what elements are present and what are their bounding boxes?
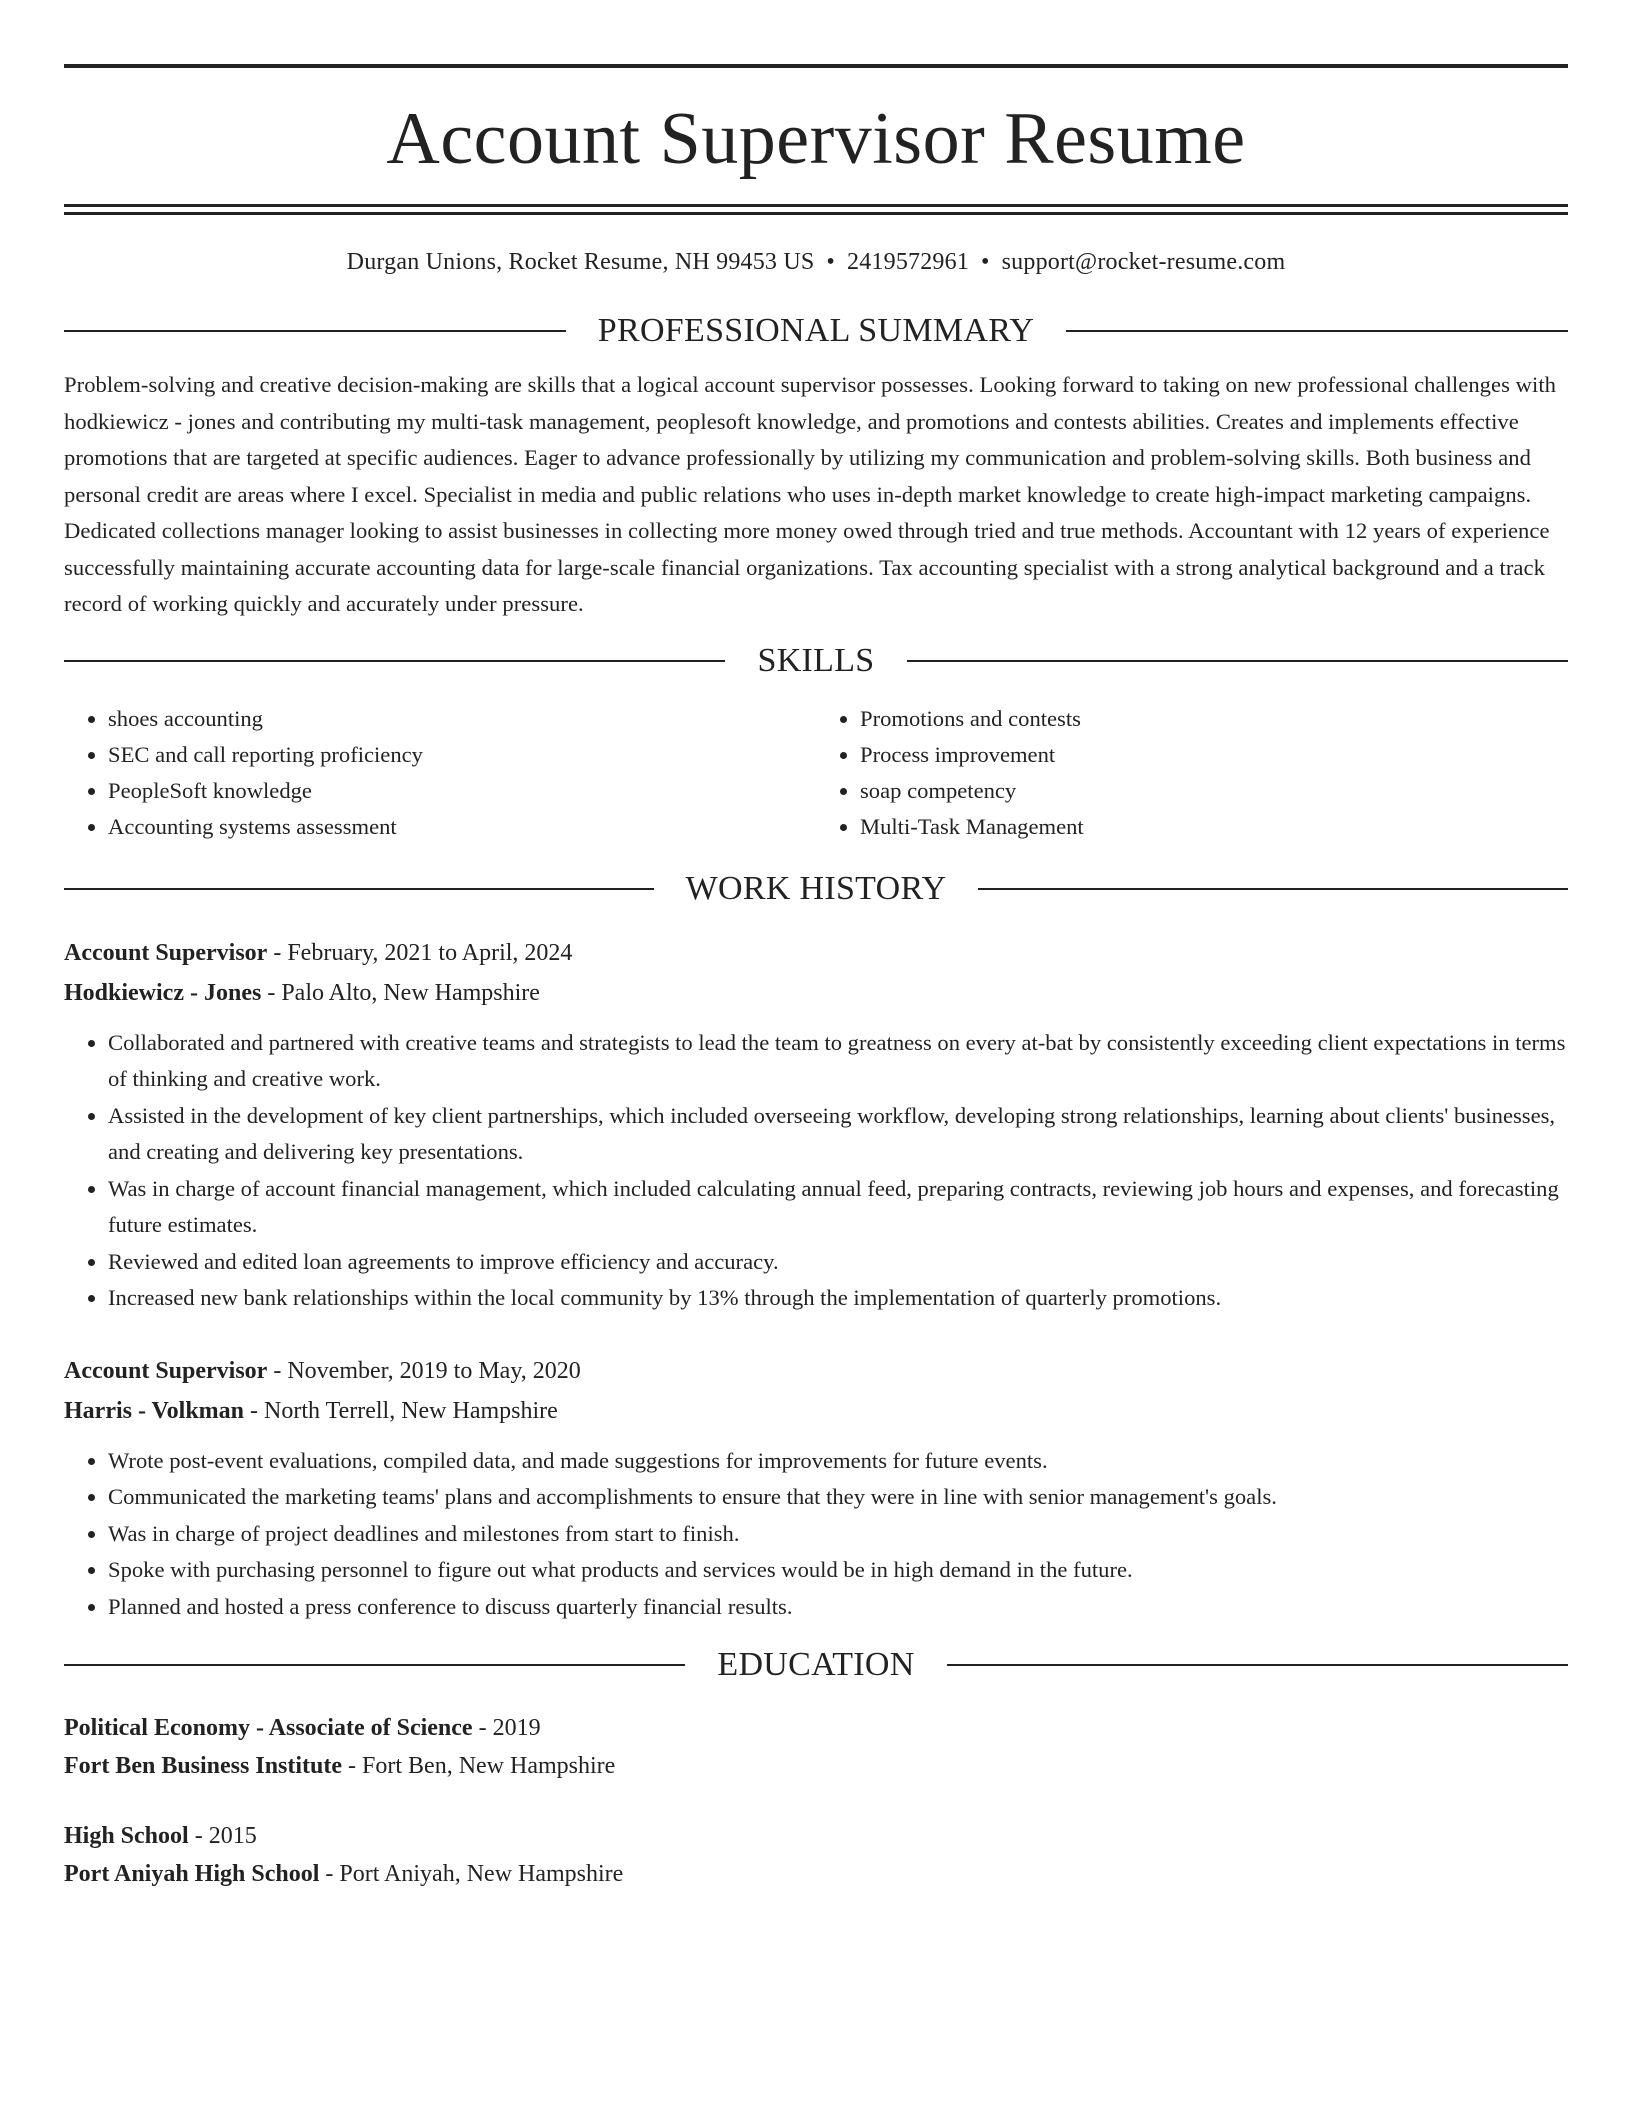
section-title-work: WORK HISTORY bbox=[685, 869, 947, 907]
title-double-rule bbox=[64, 204, 1568, 215]
job-bullets bbox=[64, 1025, 1568, 1317]
education-location: - Fort Ben, New Hampshire bbox=[342, 1753, 616, 1779]
contact-separator: • bbox=[981, 249, 990, 275]
education-degree: Political Economy - Associate of Science bbox=[64, 1715, 473, 1741]
job-bullet: • Communicated the marketing teams' plans and accomplishments to ensure that they were in line with senior management's goals. bbox=[108, 1479, 1568, 1516]
section-header-education bbox=[64, 1643, 1568, 1687]
contact-email: support@rocket-resume.com bbox=[1001, 249, 1286, 275]
skill-item: • Multi-Task Management bbox=[860, 809, 1568, 845]
skill-item: • SEC and call reporting proficiency bbox=[108, 737, 816, 773]
section-header-skills bbox=[64, 639, 1568, 683]
job-entry bbox=[64, 1351, 1568, 1626]
job-bullet: • Was in charge of account financial management, which included calculating annual feed, preparing contracts, reviewing job hours and expenses, and forecasting future estimates. bbox=[108, 1171, 1568, 1244]
job-company-line bbox=[64, 973, 1568, 1013]
education-entry bbox=[64, 1817, 1568, 1893]
skill-item: • Accounting systems assessment bbox=[108, 809, 816, 845]
job-bullet: • Planned and hosted a press conference to discuss quarterly financial results. bbox=[108, 1589, 1568, 1626]
job-bullet: • Reviewed and edited loan agreements to improve efficiency and accuracy. bbox=[108, 1244, 1568, 1281]
section-rule-right bbox=[1066, 330, 1568, 332]
skill-item: • shoes accounting bbox=[108, 701, 816, 737]
job-company-line bbox=[64, 1391, 1568, 1431]
skill-item: • soap competency bbox=[860, 773, 1568, 809]
job-entry bbox=[64, 933, 1568, 1317]
skill-item: • Process improvement bbox=[860, 737, 1568, 773]
section-header-work bbox=[64, 867, 1568, 911]
summary-text: Problem-solving and creative decision-making are skills that a logical account supervisor possesses. Looking forward to taking on new professional challenges with hodkiewicz - jones and contributing my multi-task management, peoplesoft knowledge, and promotions and contests abilities. Creates and implements effective promotions that are targeted at specific audiences. Eager to advance professionally by utilizing my communication and problem-solving skills. Both business and personal credit are areas where I excel. Specialist in media and public relations who uses in-depth market knowledge to create high-impact marketing campaigns. Dedicated collections manager looking to assist businesses in collecting more money owed through tried and true methods. Accountant with 12 years of experience successfully maintaining accurate accounting data for large-scale financial organizations. Tax accounting specialist with a strong analytical background and a track record of working quickly and accurately under pressure. bbox=[64, 372, 1557, 616]
section-title-summary: PROFESSIONAL SUMMARY bbox=[597, 312, 1035, 349]
education-degree: High School bbox=[64, 1823, 189, 1849]
job-title: Account Supervisor bbox=[64, 1357, 268, 1384]
education-year: - 2015 bbox=[188, 1823, 257, 1849]
section-rule-left bbox=[64, 888, 654, 890]
resume-page bbox=[64, 64, 1568, 1893]
section-rule-right bbox=[907, 660, 1568, 662]
contact-phone: 2419572961 bbox=[847, 249, 970, 275]
top-rule bbox=[64, 64, 1568, 68]
job-bullet: • Was in charge of project deadlines and milestones from start to finish. bbox=[108, 1516, 1568, 1553]
section-rule-left bbox=[64, 660, 725, 662]
skill-item: • Promotions and contests bbox=[860, 701, 1568, 737]
job-bullet: • Assisted in the development of key client partnerships, which included overseeing workflow, developing strong relationships, learning about clients' businesses, and creating and delivering key presentations. bbox=[108, 1098, 1568, 1171]
job-company: Hodkiewicz - Jones bbox=[64, 979, 262, 1006]
skills-column-right bbox=[816, 701, 1568, 845]
contact-separator: • bbox=[826, 249, 836, 275]
job-title-line bbox=[64, 933, 1568, 973]
contact-line bbox=[64, 245, 1568, 279]
section-rule-left bbox=[64, 1664, 685, 1666]
job-company: Harris - Volkman bbox=[64, 1397, 245, 1424]
job-title-line bbox=[64, 1351, 1568, 1391]
education-degree-line bbox=[64, 1817, 1568, 1855]
education-school-line bbox=[64, 1855, 1568, 1893]
section-title-education: EDUCATION bbox=[717, 1646, 915, 1683]
education-year: - 2019 bbox=[472, 1715, 541, 1741]
section-rule-right bbox=[978, 888, 1568, 890]
contact-address: Durgan Unions, Rocket Resume, NH 99453 US bbox=[346, 249, 815, 275]
education-school-line bbox=[64, 1747, 1568, 1785]
skills-list bbox=[64, 701, 1568, 845]
page-title: Account Supervisor Resume bbox=[386, 98, 1246, 180]
job-title: Account Supervisor bbox=[64, 939, 268, 966]
section-header-summary bbox=[64, 309, 1568, 353]
job-bullet: • Collaborated and partnered with creative teams and strategists to lead the team to greatness on every at-bat by consistently exceeding client expectations in terms of thinking and creative work. bbox=[108, 1025, 1568, 1098]
skills-column-left bbox=[64, 701, 816, 845]
job-bullets bbox=[64, 1443, 1568, 1626]
section-title-skills: SKILLS bbox=[757, 641, 875, 679]
job-bullet: • Spoke with purchasing personnel to figure out what products and services would be in high demand in the future. bbox=[108, 1552, 1568, 1589]
education-location: - Port Aniyah, New Hampshire bbox=[319, 1861, 624, 1887]
job-location: - North Terrell, New Hampshire bbox=[244, 1397, 558, 1424]
education-degree-line bbox=[64, 1709, 1568, 1747]
section-rule-left bbox=[64, 330, 566, 332]
education-school: Port Aniyah High School bbox=[64, 1861, 320, 1887]
job-bullet: • Increased new bank relationships within the local community by 13% through the implementation of quarterly promotions. bbox=[108, 1280, 1568, 1317]
job-dates: - November, 2019 to May, 2020 bbox=[267, 1357, 581, 1384]
job-location: - Palo Alto, New Hampshire bbox=[261, 979, 540, 1006]
education-entry bbox=[64, 1709, 1568, 1785]
skill-item: • PeopleSoft knowledge bbox=[108, 773, 816, 809]
education-school: Fort Ben Business Institute bbox=[64, 1753, 343, 1779]
section-rule-right bbox=[947, 1664, 1568, 1666]
job-bullet: • Wrote post-event evaluations, compiled data, and made suggestions for improvements for future events. bbox=[108, 1443, 1568, 1480]
job-dates: - February, 2021 to April, 2024 bbox=[267, 939, 573, 966]
